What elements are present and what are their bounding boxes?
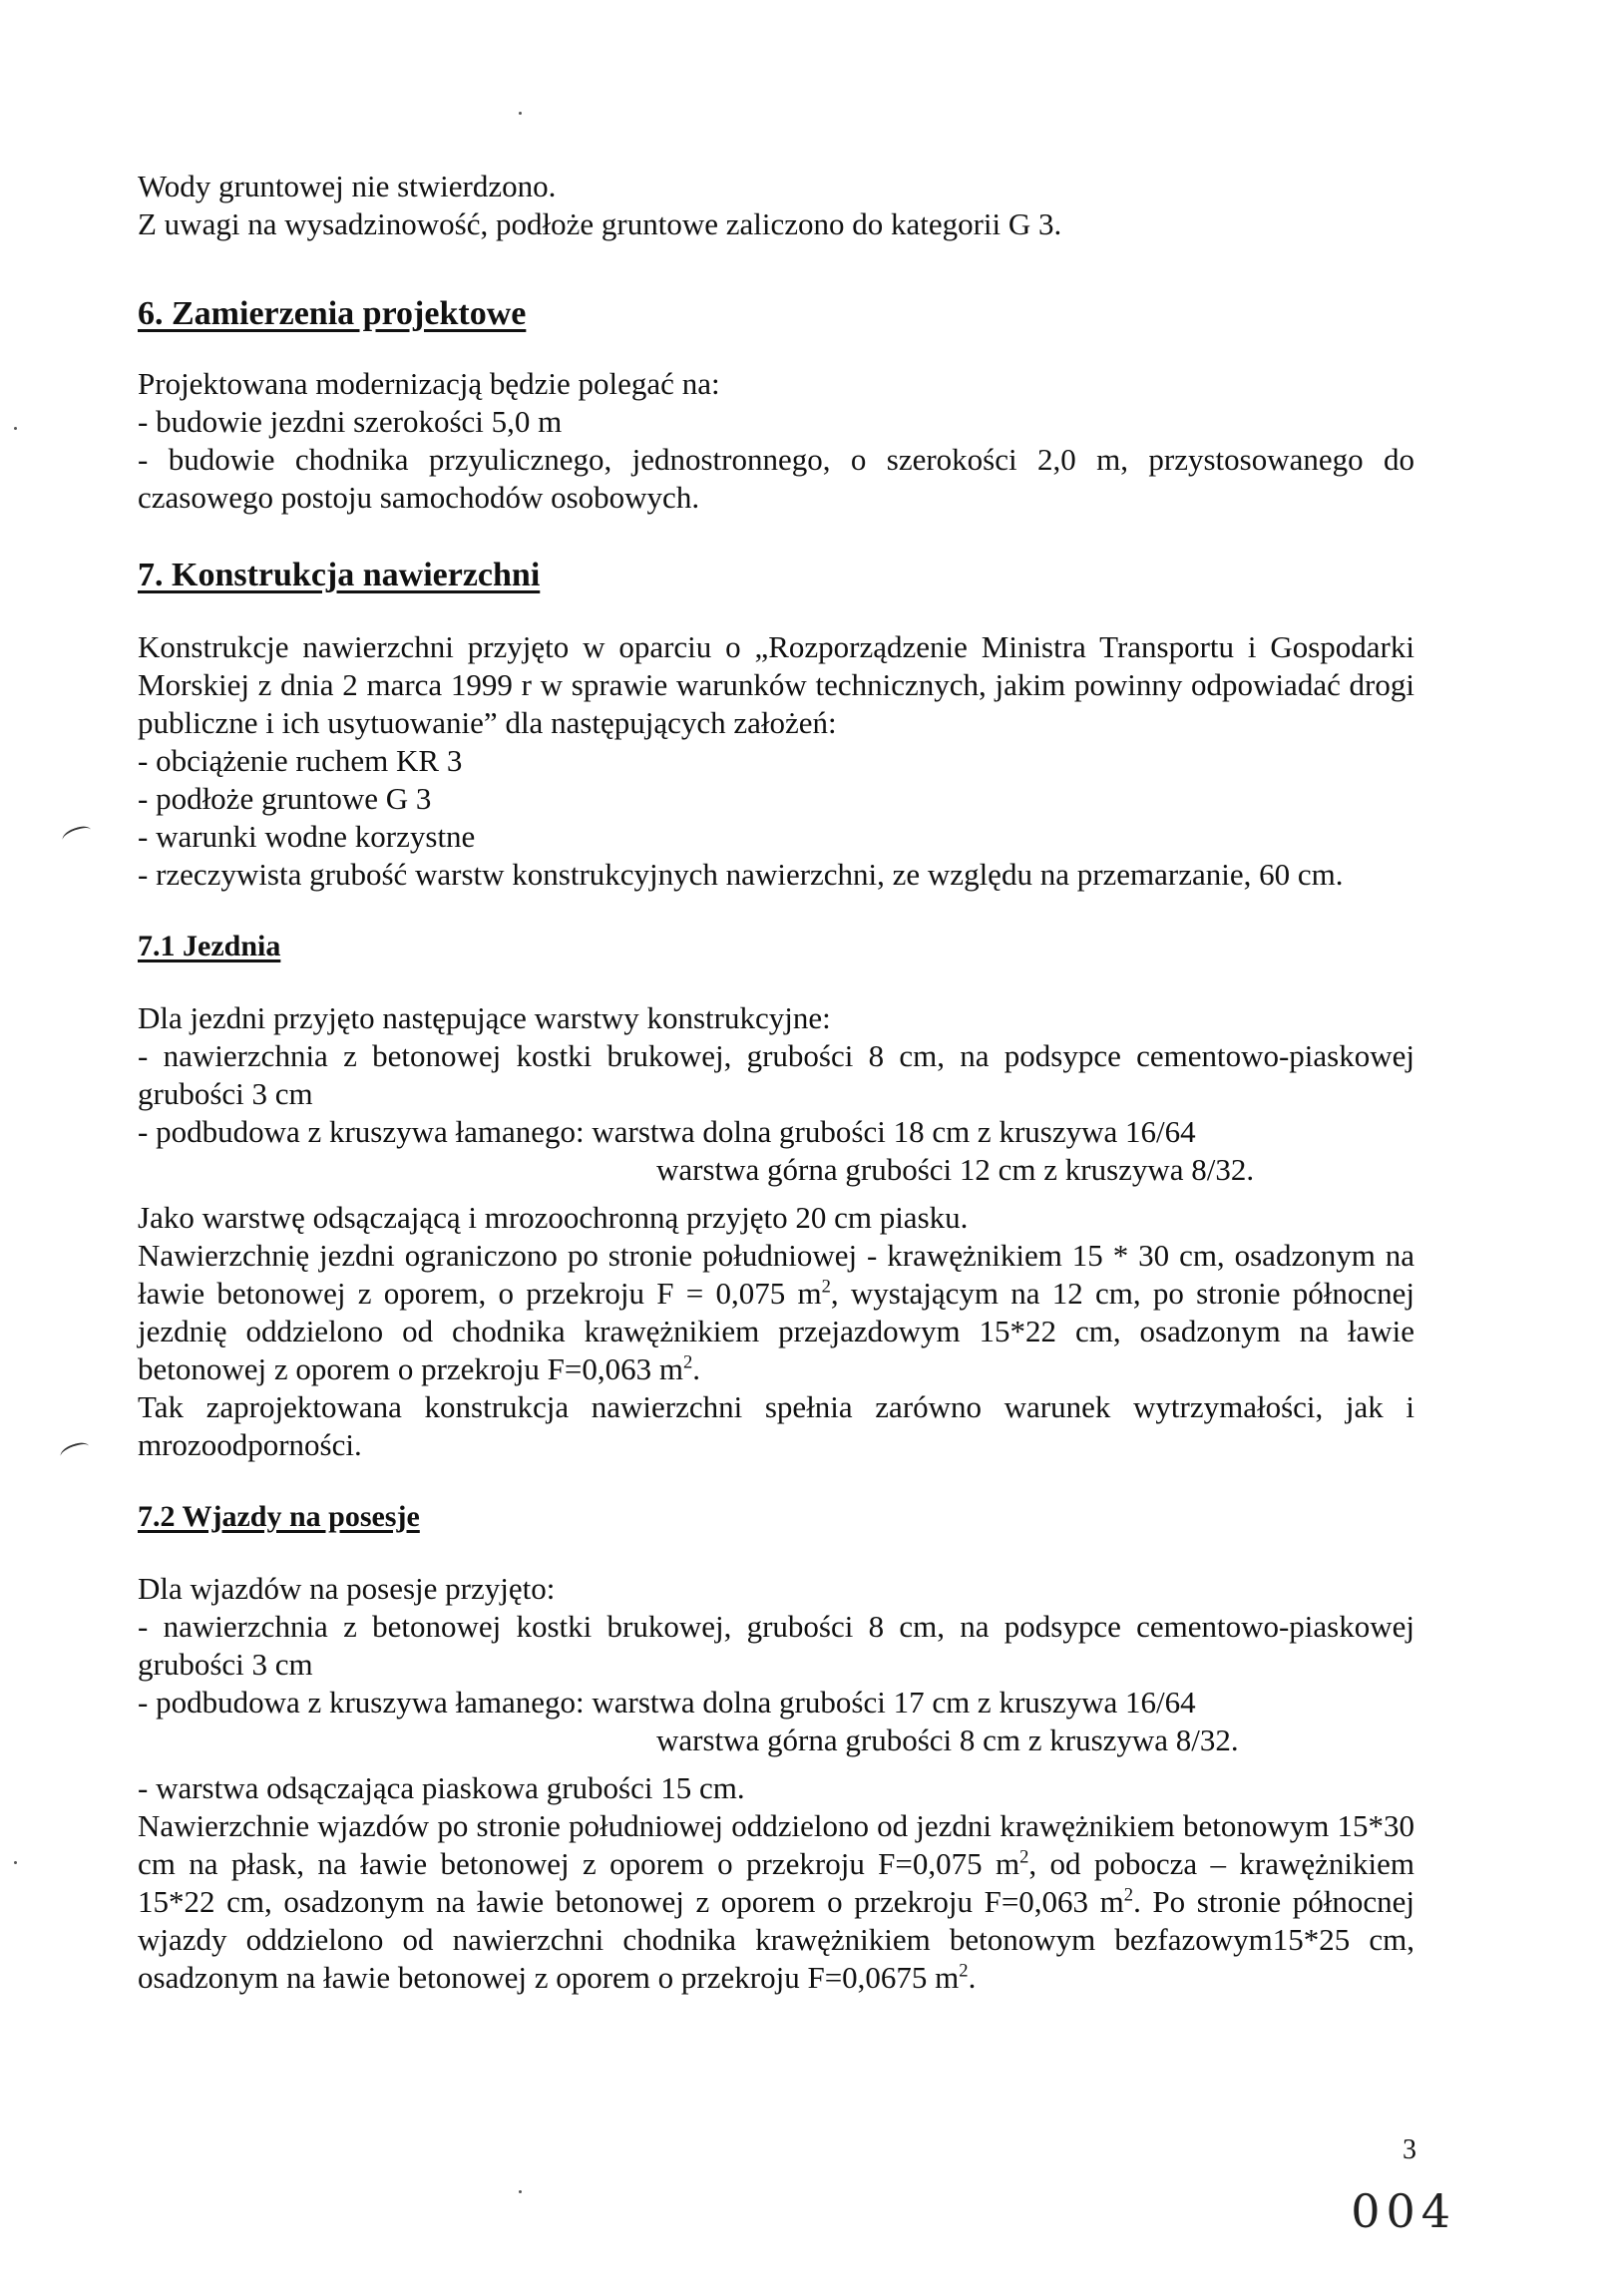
list-item: - nawierzchnia z betonowej kostki brukowej, grubości 8 cm, na podsypce cementowo-piaskowej grubości 3 cm [138, 1609, 1414, 1682]
paragraph: Dla wjazdów na posesje przyjęto: [138, 1571, 556, 1606]
paragraph-text: , od pobocza – krawężnikiem 15*22 cm, osadzonym na ławie betonowej z oporem o przekroju F=0,063 m [138, 1846, 1414, 1919]
paragraph-text: . [968, 1960, 977, 1995]
scan-speck [14, 427, 17, 430]
margin-mark [61, 823, 94, 846]
subsection-heading: 7.2 Wjazdy na posesje [138, 1500, 420, 1533]
superscript: 2 [1123, 1884, 1134, 1906]
paragraph [138, 1807, 1414, 1997]
scan-speck [519, 112, 522, 115]
page-stamp: 004 [1351, 2184, 1456, 2238]
list-item: - podłoże gruntowe G 3 [138, 781, 432, 816]
paragraph: Konstrukcje nawierzchni przyjęto w oparciu o „Rozporządzenie Ministra Transportu i Gospodarki Morskiej z dnia 2 marca 1999 r w sprawie warunków technicznych, jakim powinny odpowiadać drogi publiczne i ich usytuowanie” dla następujących założeń: [138, 629, 1414, 740]
list-item: - podbudowa z kruszywa łamanego: warstwa dolna grubości 17 cm z kruszywa 16/64 [138, 1685, 1196, 1720]
paragraph: Tak zaprojektowana konstrukcja nawierzchni spełnia zarówno warunek wytrzymałości, jak i mrozoodporności. [138, 1389, 1414, 1462]
list-item: - nawierzchnia z betonowej kostki brukowej, grubości 8 cm, na podsypce cementowo-piaskowej grubości 3 cm [138, 1038, 1414, 1111]
list-item: - rzeczywista grubość warstw konstrukcyjnych nawierzchni, ze względu na przemarzanie, 60 cm. [138, 857, 1344, 892]
list-item: - warstwa odsączająca piaskowa grubości 15 cm. [138, 1770, 745, 1805]
scan-speck [519, 2190, 522, 2193]
superscript: 2 [959, 1960, 969, 1982]
intro-line: Wody gruntowej nie stwierdzono. [138, 169, 557, 203]
section-heading: 7. Konstrukcja nawierzchni [138, 557, 541, 593]
paragraph-text: . Po stronie północnej wjazdy oddzielono od nawierzchni chodnika krawężnikiem betonowym bezfazowym15*25 cm, osadzonym na ławie betonowej z oporem o przekroju F=0,0675 m [138, 1884, 1414, 1995]
superscript: 2 [1019, 1846, 1029, 1868]
superscript: 2 [682, 1351, 693, 1373]
paragraph: Dla jezdni przyjęto następujące warstwy konstrukcyjne: [138, 1000, 831, 1035]
list-item: - budowie chodnika przyulicznego, jednostronnego, o szerokości 2,0 m, przystosowanego do czasowego postoju samochodów osobowych. [138, 442, 1414, 515]
paragraph: Projektowana modernizacją będzie polegać na: [138, 366, 720, 401]
page-number: 3 [1403, 2134, 1416, 2165]
paragraph-text: . [692, 1351, 700, 1386]
scan-speck [14, 1861, 17, 1864]
margin-mark [59, 1439, 92, 1462]
section-heading: 6. Zamierzenia projektowe [138, 295, 527, 332]
subsection-heading: 7.1 Jezdnia [138, 930, 281, 962]
superscript: 2 [821, 1276, 831, 1298]
list-item-continuation: warstwa górna grubości 12 cm z kruszywa 8/32. [656, 1152, 1255, 1187]
list-item: - warunki wodne korzystne [138, 819, 476, 854]
document-body [138, 168, 1414, 1997]
list-item: - budowie jezdni szerokości 5,0 m [138, 404, 563, 439]
paragraph: Jako warstwę odsączającą i mrozoochronną przyjęto 20 cm piasku. [138, 1200, 969, 1235]
paragraph-text: Nawierzchnię jezdni ograniczono po stronie południowej - krawężnikiem 15 * 30 cm, osadzonym na ławie betonowej z oporem, o przekroju F = 0,075 m [138, 1238, 1414, 1311]
intro-line: Z uwagi na wysadzinowość, podłoże gruntowe zaliczono do kategorii G 3. [138, 206, 1062, 241]
list-item: - podbudowa z kruszywa łamanego: warstwa dolna grubości 18 cm z kruszywa 16/64 [138, 1114, 1196, 1149]
paragraph-text: Nawierzchnie wjazdów po stronie południowej oddzielono od jezdni krawężnikiem betonowym 15*30 cm na płask, na ławie betonowej z oporem o przekroju F=0,075 m [138, 1808, 1414, 1881]
paragraph-text: , wystającym na 12 cm, po stronie północnej jezdnię oddzielono od chodnika krawężnikiem przejazdowym 15*22 cm, osadzonym na ławie betonowej z oporem o przekroju F=0,063 m [138, 1276, 1414, 1386]
list-item: - obciążenie ruchem KR 3 [138, 743, 463, 778]
list-item-continuation: warstwa górna grubości 8 cm z kruszywa 8/32. [656, 1722, 1239, 1757]
paragraph [138, 1237, 1414, 1388]
